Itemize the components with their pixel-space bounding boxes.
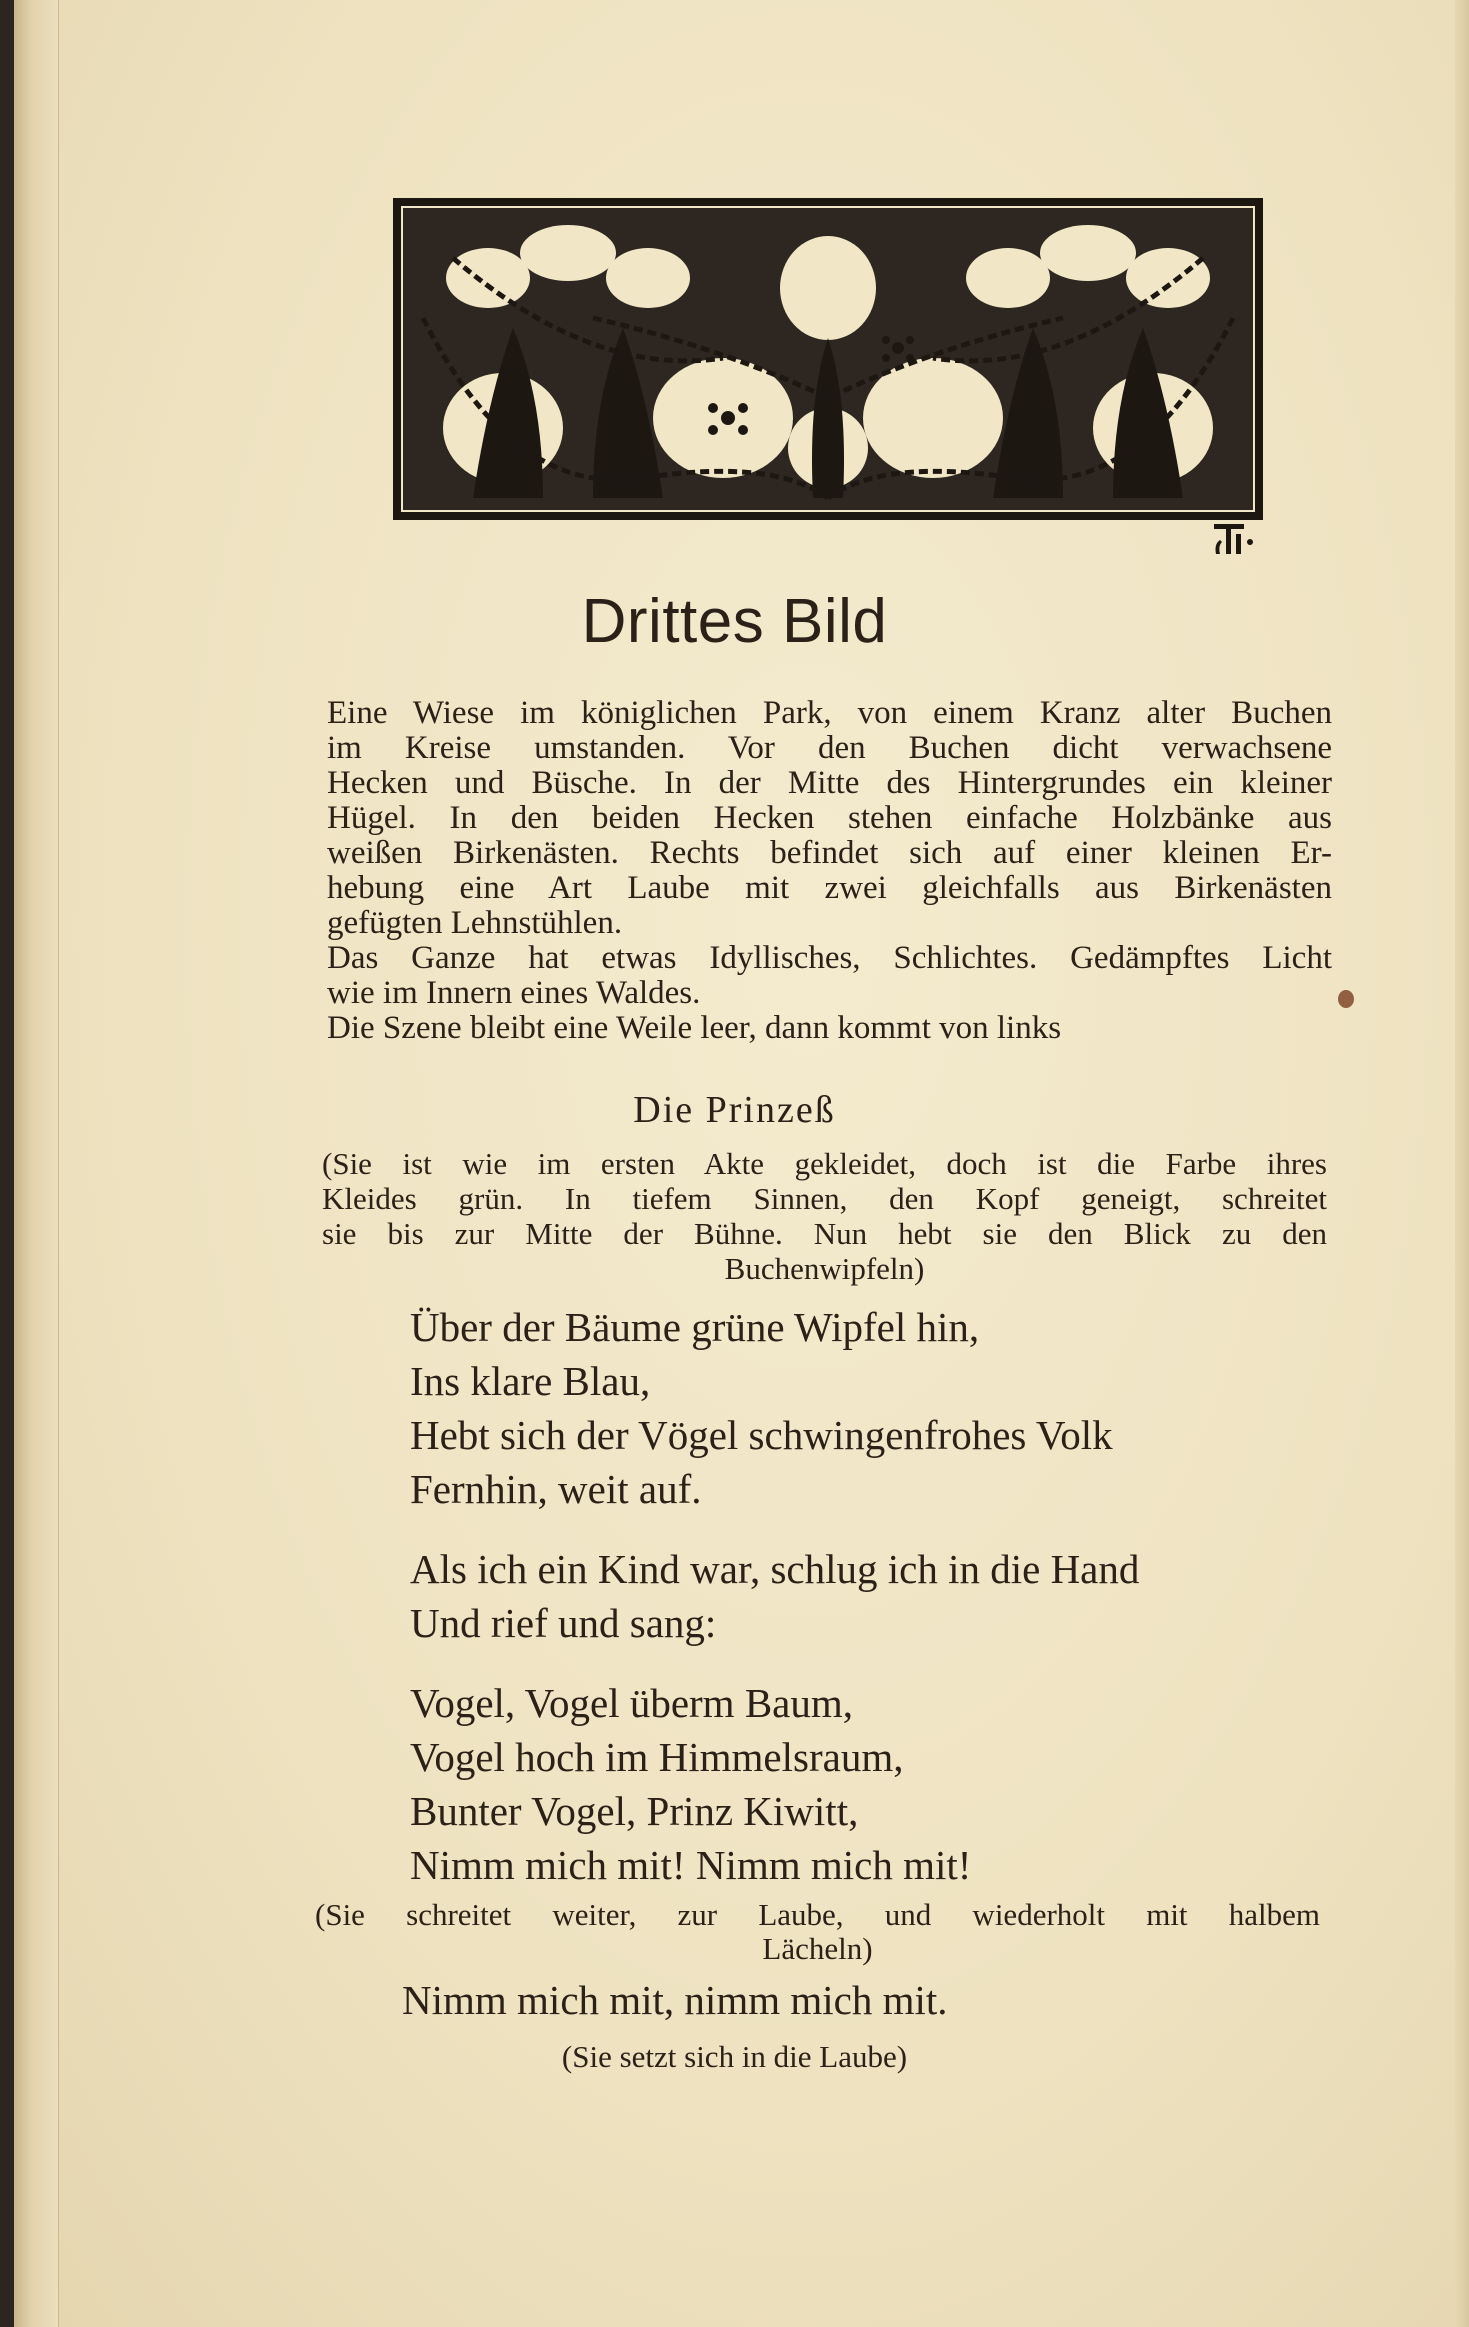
stage-direction-2: [315, 1898, 1320, 1966]
art-nouveau-vignette-icon: [393, 198, 1263, 520]
speaker-name: Die Prinzeß: [633, 1089, 836, 1131]
verse-stanza-1: [410, 1300, 1113, 1516]
description-line: Hügel. In den beiden Hecken stehen einfache Holzbänke aus: [327, 800, 1332, 836]
verse-line: Nimm mich mit, nimm mich mit.: [402, 1977, 948, 2023]
description-line: hebung eine Art Laube mit zwei gleichfalls aus Birkenästen: [327, 870, 1332, 906]
verse-line: Über der Bäume grüne Wipfel hin,: [410, 1304, 980, 1350]
verse-line: Und rief und sang:: [410, 1600, 717, 1646]
stage-direction-3: (Sie setzt sich in die Laube): [561, 2039, 908, 2074]
description-line: im Kreise umstanden. Vor den Buchen dicht verwachsene: [327, 730, 1332, 766]
description-line: Die Szene bleibt eine Weile leer, dann kommt von links: [327, 1010, 1062, 1046]
description-line: Hecken und Büsche. In der Mitte des Hintergrundes ein kleiner: [327, 765, 1332, 801]
verse-line: Fernhin, weit auf.: [410, 1466, 702, 1512]
scene-title: Drittes Bild: [581, 587, 888, 656]
stage-direction-line: sie bis zur Mitte der Bühne. Nun hebt sie den Blick zu den: [322, 1216, 1327, 1251]
verse-stanza-3: [410, 1676, 971, 1892]
description-line: weißen Birkenästen. Rechts befindet sich auf einer kleinen Er-: [327, 835, 1332, 871]
verse-line: Vogel, Vogel überm Baum,: [410, 1680, 854, 1726]
stage-direction-line: (Sie ist wie im ersten Akte gekleidet, doch ist die Farbe ihres: [322, 1146, 1327, 1181]
book-spine: [0, 0, 14, 2327]
stage-direction-line: (Sie schreitet weiter, zur Laube, und wiederholt mit halbem: [315, 1897, 1320, 1932]
verse-line: Als ich ein Kind war, schlug ich in die Hand: [410, 1546, 1140, 1592]
page-edge: [1455, 0, 1469, 2327]
stage-direction-line: Buchenwipfeln): [724, 1251, 925, 1286]
stage-direction-line: Lächeln): [762, 1931, 873, 1966]
description-line: Eine Wiese im königlichen Park, von einem Kranz alter Buchen: [327, 695, 1332, 731]
page-gutter: [14, 0, 59, 2327]
description-line: wie im Innern eines Waldes.: [327, 975, 701, 1011]
verse-line: Bunter Vogel, Prinz Kiwitt,: [410, 1788, 859, 1834]
verse-stanza-4: [402, 1973, 948, 2027]
verse-stanza-2: [410, 1542, 1139, 1650]
artist-monogram-icon: [1210, 522, 1260, 560]
scene-description: [327, 696, 1332, 1046]
description-line: Das Ganze hat etwas Idyllisches, Schlichtes. Gedämpftes Licht: [327, 940, 1332, 976]
verse-line: Nimm mich mit! Nimm mich mit!: [410, 1842, 972, 1888]
stage-direction-line: Kleides grün. In tiefem Sinnen, den Kopf geneigt, schreitet: [322, 1181, 1327, 1216]
ink-stain: [1338, 990, 1354, 1008]
verse-line: Hebt sich der Vögel schwingenfrohes Volk: [410, 1412, 1113, 1458]
verse-line: Ins klare Blau,: [410, 1358, 651, 1404]
verse-line: Vogel hoch im Himmelsraum,: [410, 1734, 904, 1780]
description-line: gefügten Lehnstühlen.: [327, 905, 623, 941]
stage-direction: [322, 1146, 1327, 1286]
